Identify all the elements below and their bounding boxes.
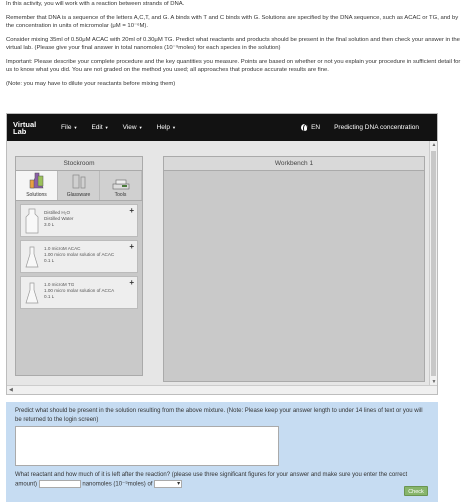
scroll-left-icon[interactable]: ◀ bbox=[9, 387, 13, 393]
stock-item-acac[interactable] bbox=[20, 240, 138, 273]
chevron-down-icon: ▼ bbox=[138, 125, 143, 130]
vertical-scrollbar[interactable] bbox=[429, 141, 437, 386]
answer-textarea[interactable] bbox=[15, 426, 279, 466]
intro-paragraph-3: Consider mixing 35ml of 0.50μM ACAC with 20ml of 0.30μM TG. Predict what reactants and products should be present in the final solution and then check your answer in the virtual lab. (Please give your final answer in total nanomoles (10⁻⁹moles) for each species in the solution) bbox=[6, 36, 460, 51]
item-description: Distilled Water bbox=[44, 216, 74, 221]
virtual-lab-header bbox=[7, 114, 437, 141]
menu-view[interactable] bbox=[123, 124, 143, 131]
item-volume: 3.0 L bbox=[44, 222, 55, 227]
tab-tools-label: Tools bbox=[114, 192, 127, 198]
add-icon[interactable]: + bbox=[129, 206, 134, 215]
bottle-icon bbox=[24, 208, 40, 234]
menu-edit-label: Edit bbox=[91, 124, 103, 131]
lab-title: Predicting DNA concentration bbox=[334, 124, 419, 131]
chevron-down-icon: ▼ bbox=[104, 125, 109, 130]
item-description: 1.00 micro molar solution of ACCA bbox=[44, 288, 115, 293]
question-box bbox=[6, 402, 438, 502]
question-2 bbox=[15, 471, 425, 490]
add-icon[interactable]: + bbox=[129, 278, 134, 287]
intro-paragraph-2: Remember that DNA is a sequence of the letters A,C,T, and G. A binds with T and C binds with G. Solutions are specified by the DNA sequence, such as ACAC or TG, and by the concentration in units of micromolar (μM = 10⁻⁶M). bbox=[6, 14, 459, 29]
globe-icon bbox=[301, 124, 308, 131]
nanomoles-input[interactable] bbox=[39, 480, 81, 488]
stockroom-tabs bbox=[16, 171, 142, 201]
menu-help[interactable] bbox=[157, 124, 176, 131]
instructions bbox=[6, 0, 466, 93]
chevron-down-icon: ▼ bbox=[171, 125, 176, 130]
workbench-panel[interactable] bbox=[163, 156, 425, 382]
stockroom-panel bbox=[15, 156, 143, 376]
scroll-down-icon[interactable]: ▼ bbox=[431, 379, 437, 385]
tab-glassware[interactable] bbox=[58, 171, 100, 200]
item-description: 1.00 micro molar solution of ACAC bbox=[44, 252, 115, 257]
menu-file-label: File bbox=[61, 124, 72, 131]
tab-solutions-label: Solutions bbox=[26, 192, 47, 198]
virtual-lab-logo bbox=[13, 121, 47, 135]
question-2-unit: nanomoles (10⁻⁹moles) of bbox=[82, 481, 153, 488]
item-name: 1.0 microM TG bbox=[44, 282, 75, 287]
species-select[interactable] bbox=[154, 480, 182, 488]
menu-edit[interactable] bbox=[91, 124, 108, 131]
question-2-text: What reactant and how much of it is left after the reaction? (please use three significant figures for your answer and make sure you enter the correct amount) bbox=[15, 472, 408, 488]
tab-tools[interactable] bbox=[100, 171, 142, 200]
item-volume: 0.1 L bbox=[44, 258, 55, 263]
question-1-text: Predict what should be present in the solution resulting from the above mixture. (Note: Please keep your answer length to under 14 lines of text or you will be returned to the login screen) bbox=[15, 408, 423, 423]
flask-icon bbox=[24, 244, 40, 270]
menu-view-label: View bbox=[122, 124, 137, 131]
scale-icon bbox=[112, 176, 130, 190]
flask-icon bbox=[24, 280, 40, 306]
check-button[interactable]: Check bbox=[404, 486, 428, 496]
scroll-up-icon[interactable]: ▲ bbox=[431, 142, 437, 148]
item-name: Distilled H₂O bbox=[44, 210, 71, 215]
intro-paragraph-5: (Note: you may have to dilute your reactants before mixing them) bbox=[6, 80, 176, 87]
add-icon[interactable]: + bbox=[129, 242, 134, 251]
language-selector[interactable] bbox=[301, 124, 320, 131]
logo-line-2: Lab bbox=[13, 126, 27, 136]
item-name: 1.0 microM ACAC bbox=[44, 246, 81, 251]
glassware-icon bbox=[71, 172, 87, 190]
intro-paragraph-1: In this activity, you will work with a reaction between strands of DNA. bbox=[6, 1, 185, 7]
virtual-lab-frame bbox=[6, 113, 438, 395]
chevron-down-icon: ▼ bbox=[73, 125, 78, 130]
workbench-title: Workbench 1 bbox=[164, 157, 424, 171]
scroll-thumb[interactable] bbox=[431, 151, 436, 376]
logo-line-1: Virtual bbox=[13, 119, 37, 129]
stock-item-water[interactable] bbox=[20, 204, 138, 237]
menu-help-label: Help bbox=[156, 124, 170, 131]
item-volume: 0.1 L bbox=[44, 294, 55, 299]
intro-paragraph-4: Important: Please describe your complete procedure and the key quantities you measure. Points are based on whether or not you explain your procedure in sufficient detail for us to know what you did. You are not graded on the method you used; all approaches that produce accurate results are fine. bbox=[6, 58, 461, 73]
flask-icon bbox=[29, 172, 45, 190]
language-label: EN bbox=[311, 124, 321, 131]
tab-glassware-label: Glassware bbox=[66, 192, 91, 198]
tab-solutions[interactable] bbox=[16, 171, 58, 200]
menu-file[interactable] bbox=[61, 124, 77, 131]
stock-item-tg[interactable] bbox=[20, 276, 138, 309]
stockroom-title: Stockroom bbox=[16, 157, 142, 171]
horizontal-scrollbar[interactable] bbox=[7, 385, 437, 394]
